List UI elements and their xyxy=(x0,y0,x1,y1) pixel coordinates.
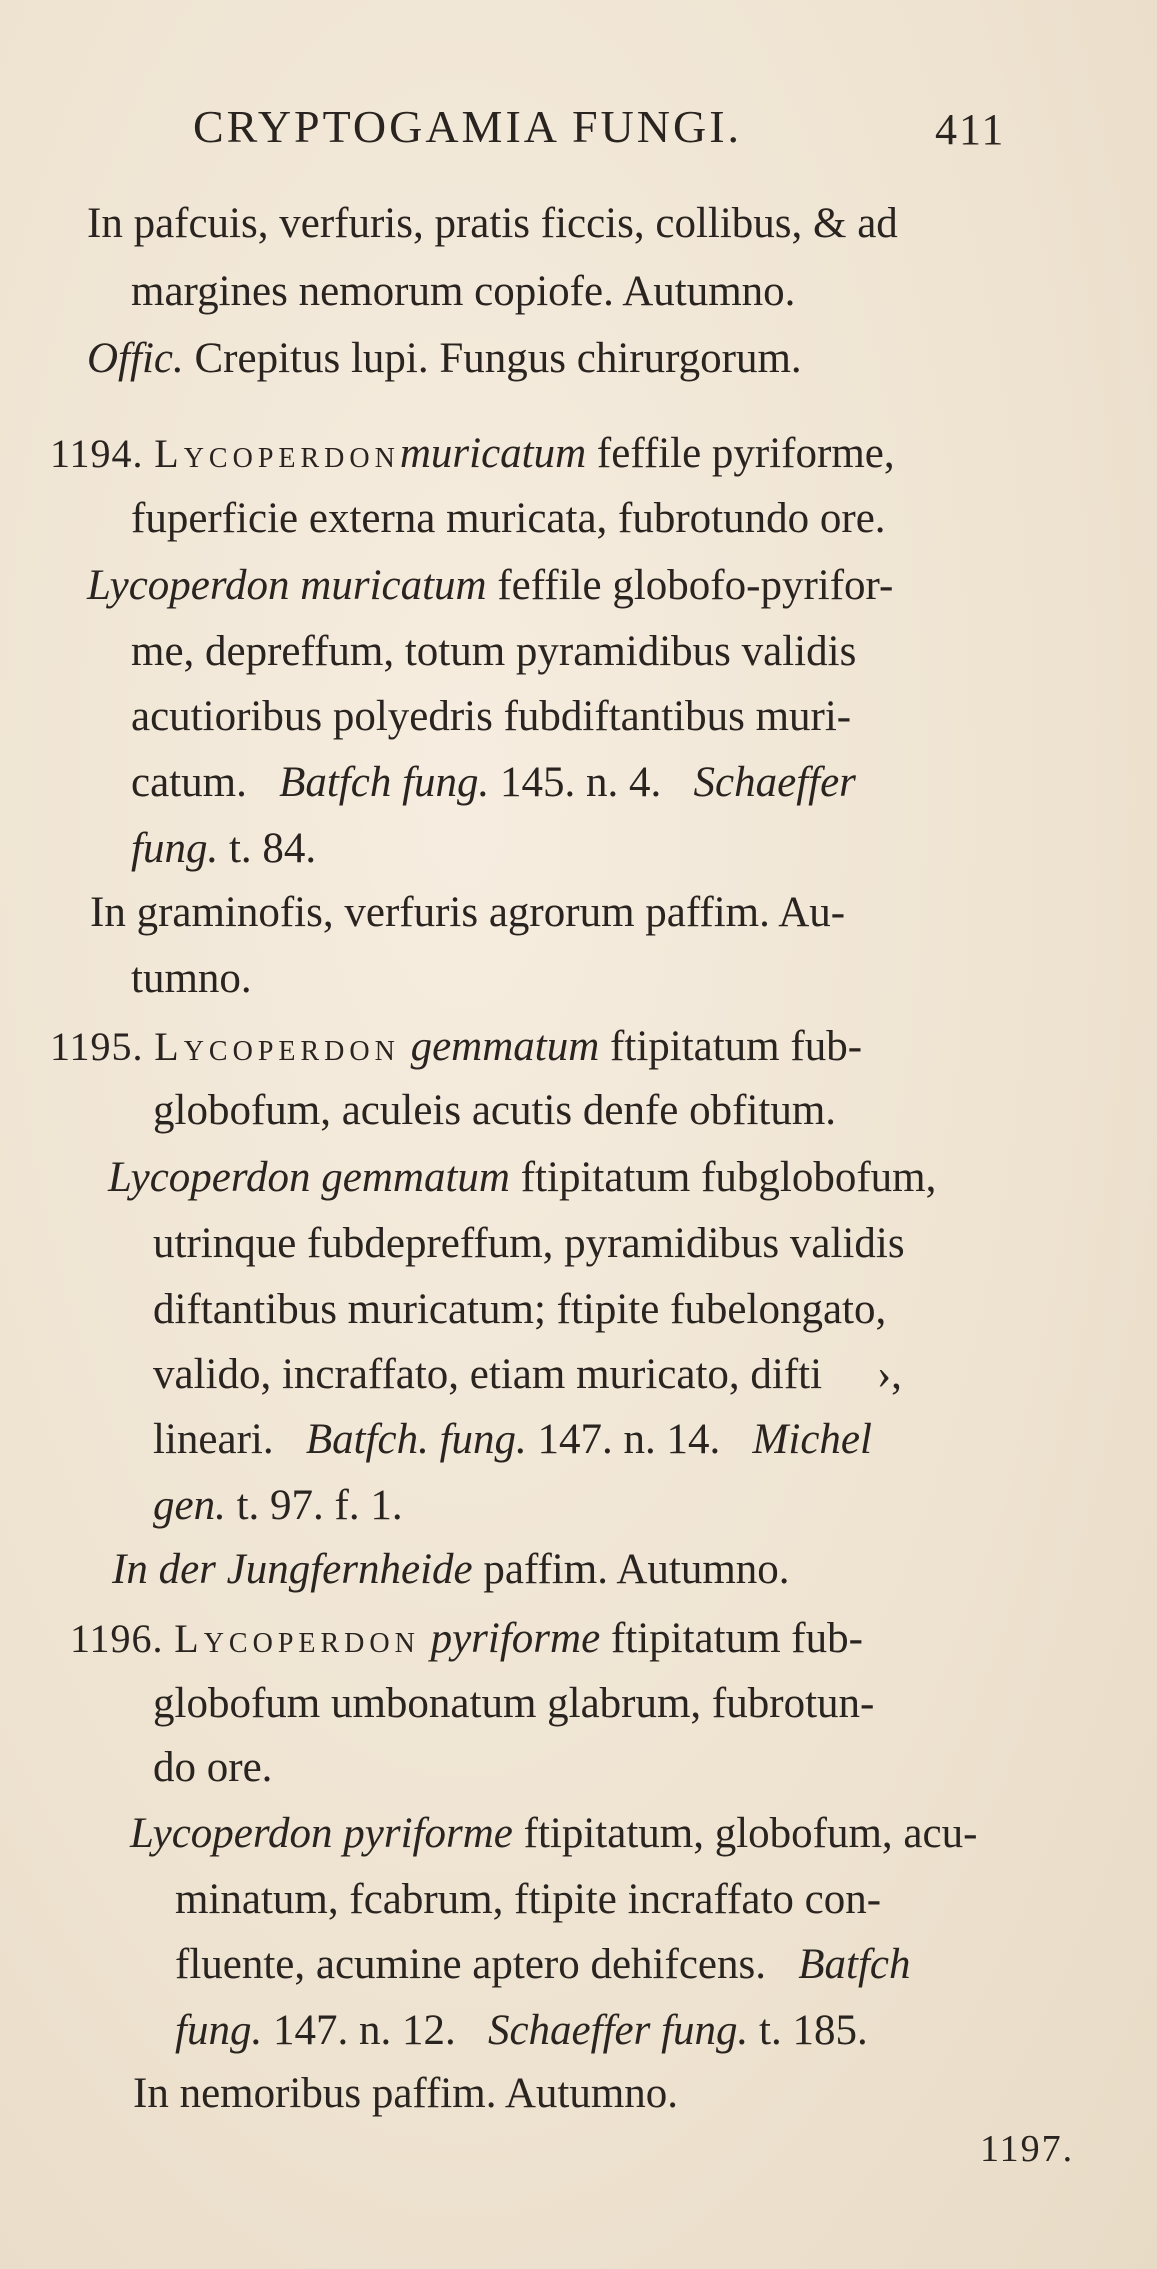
entry-1195-synonym-line-2: utrinque fubdepreffum, pyramidibus validis xyxy=(153,1220,905,1267)
diagnosis-line-1: ftipitatum fub- xyxy=(610,1615,863,1662)
diagnosis-line-1: ftipitatum fub- xyxy=(610,1023,863,1070)
reference-schaeffer: Schaeffer fung. xyxy=(487,2007,749,2054)
genus-name: Lycoperdon xyxy=(154,431,400,476)
entry-1196-synonym-line-4 xyxy=(175,2009,868,2052)
entry-1195-synonym-line-5 xyxy=(153,1418,872,1461)
catchword: 1197. xyxy=(980,2128,1075,2170)
entry-1194-synonym-line-4 xyxy=(131,761,856,804)
entry-number: 1196. xyxy=(70,1616,164,1661)
entry-1194-habitat-line-2: tumno. xyxy=(131,955,252,1002)
reference-detail: 147. n. 12. xyxy=(272,2007,456,2054)
reference-schaeffer-fung: fung. xyxy=(131,825,219,872)
species-name: pyriforme xyxy=(430,1615,601,1662)
entry-1194-synonym-line-3: acutioribus polyedris fubdiftantibus muri- xyxy=(131,693,852,740)
reference-detail: t. 97. f. 1. xyxy=(236,1482,403,1529)
entry-1196-diagnosis-line-3: do ore. xyxy=(153,1744,273,1791)
entry-1196-synonym-line-1 xyxy=(130,1812,977,1855)
entry-1194-diagnosis-line-2: fuperficie externa muricata, fubrotundo ore. xyxy=(131,495,886,542)
species-name: muricatum xyxy=(399,430,587,477)
genus-name: Lycoperdon xyxy=(174,1616,420,1661)
entry-1196-synonym-line-3 xyxy=(175,1943,910,1986)
entry-1196-diagnosis-line-2: globofum umbonatum glabrum, fubrotun- xyxy=(153,1680,875,1727)
entry-1195-synonym-line-4 xyxy=(153,1353,902,1396)
reference-detail: t. 185. xyxy=(759,2007,868,2054)
entry-1195-heading xyxy=(50,1025,862,1068)
reference-michel-gen: gen. xyxy=(153,1482,226,1529)
prev-habitat-line-2: margines nemorum copiofe. Autumno. xyxy=(131,268,796,315)
genus-name: Lycoperdon xyxy=(154,1024,400,1069)
entry-1196-heading xyxy=(70,1617,863,1660)
reference-michel: Michel xyxy=(752,1416,872,1463)
reference-batsch: Batfch. fung. xyxy=(305,1416,527,1463)
diagnosis-line-1: feffile pyriforme, xyxy=(596,430,895,477)
entry-1194-synonym-line-2: me, depreffum, totum pyramidibus validis xyxy=(131,628,857,675)
habitat-text: paffim. Autumno. xyxy=(483,1546,790,1593)
reference-schaeffer: Schaeffer xyxy=(693,759,856,806)
entry-number: 1195. xyxy=(50,1024,144,1069)
entry-1196-habitat: In nemoribus paffim. Autumno. xyxy=(133,2070,679,2117)
reference-detail: 145. n. 4. xyxy=(500,759,662,806)
reference-detail: t. 84. xyxy=(228,825,317,872)
synonym-text: ftipitatum fubglobofum, xyxy=(520,1154,937,1201)
synonym-text: feffile globofo-pyrifor- xyxy=(497,562,894,609)
habitat-location: In der Jungfernheide xyxy=(112,1546,473,1593)
entry-1195-synonym-line-3: diftantibus muricatum; ftipite fubelongato, xyxy=(153,1286,887,1333)
page-number: 411 xyxy=(935,105,1006,154)
entry-1195-synonym-line-1 xyxy=(108,1156,936,1199)
reference-batsch: Batfch xyxy=(798,1941,911,1988)
synonym-text: fluente, acumine aptero dehifcens. xyxy=(175,1941,766,1988)
synonym-text: valido, incraffato, etiam muricato, difti xyxy=(153,1351,823,1398)
offic-label: Offic. xyxy=(87,335,184,382)
synonym-name: Lycoperdon gemmatum xyxy=(108,1154,510,1201)
offic-text: Crepitus lupi. Fungus chirurgorum. xyxy=(194,335,802,382)
reference-batsch-fung: fung. xyxy=(175,2007,263,2054)
entry-1194-heading xyxy=(50,432,895,475)
reference-detail: 147. n. 14. xyxy=(537,1416,721,1463)
entry-1194-habitat-line-1: In graminofis, verfuris agrorum paffim. Au- xyxy=(90,889,846,936)
entry-1195-habitat xyxy=(112,1548,790,1591)
entry-1196-synonym-line-2: minatum, fcabrum, ftipite incraffato con- xyxy=(175,1876,882,1923)
species-name: gemmatum xyxy=(410,1023,600,1070)
synonym-text-fragment: ›, xyxy=(876,1351,902,1398)
synonym-name: Lycoperdon muricatum xyxy=(87,562,487,609)
entry-number: 1194. xyxy=(50,431,144,476)
prev-habitat-line-1: In pafcuis, verfuris, pratis ficcis, collibus, & ad xyxy=(87,200,898,247)
entry-1194-synonym-line-1 xyxy=(87,564,893,607)
reference-batsch: Batfch fung. xyxy=(279,759,490,806)
synonym-name: Lycoperdon pyriforme xyxy=(130,1810,513,1857)
synonym-text: ftipitatum, globofum, acu- xyxy=(523,1810,978,1857)
running-title: CRYPTOGAMIA FUNGI. xyxy=(193,101,743,152)
entry-1195-synonym-line-6 xyxy=(153,1484,403,1527)
offic-line xyxy=(87,337,802,380)
entry-1195-diagnosis-line-2: globofum, aculeis acutis denfe obfitum. xyxy=(153,1087,837,1134)
entry-1194-synonym-line-5 xyxy=(131,827,316,870)
synonym-text: catum. xyxy=(131,759,247,806)
synonym-text: lineari. xyxy=(153,1416,274,1463)
